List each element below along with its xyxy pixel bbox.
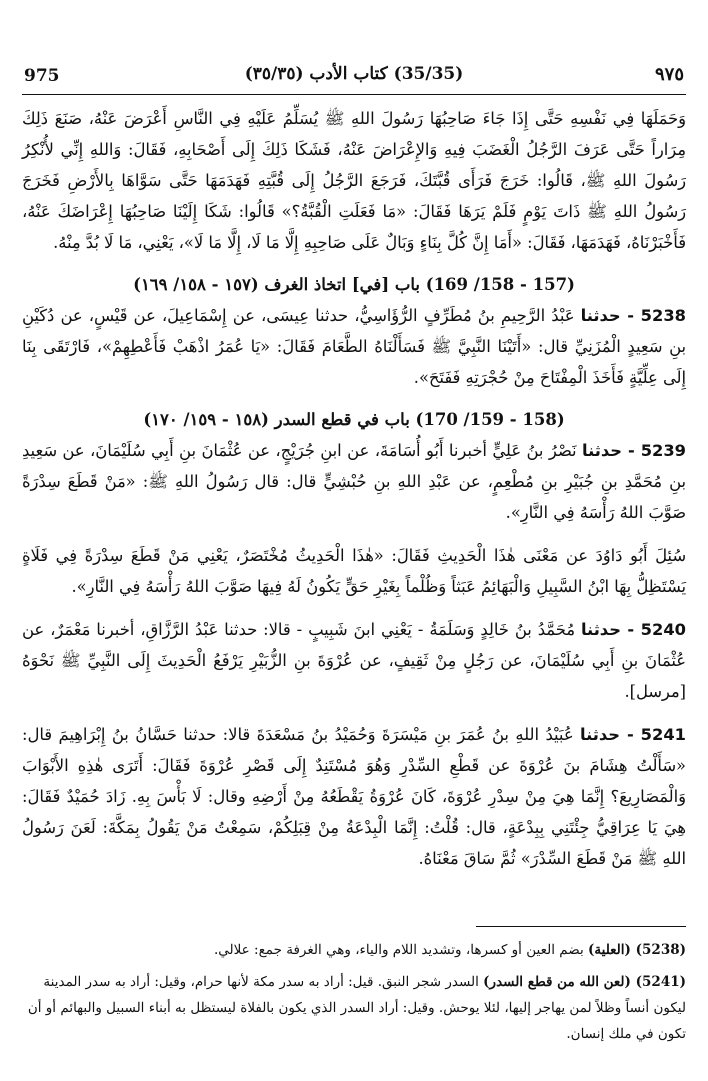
chapter-heading-lote-tree: (158 - 159/ 170) باب في قطع السدر (١٥٨ - ١٥٩/ ١٧٠) — [143, 410, 565, 429]
page-number-latin: 975 — [24, 66, 60, 86]
page-header — [22, 56, 686, 95]
footnotes — [22, 926, 686, 1053]
hadith-5240 — [22, 614, 686, 707]
hadith-5238 — [22, 300, 686, 393]
hadith-number: 5241 - حدثنا — [580, 725, 686, 744]
hadith-number: 5239 - حدثنا — [582, 441, 687, 460]
footnote-5238 — [22, 937, 686, 963]
page-number-arabic: ٩٧٥ — [654, 64, 684, 85]
footnote-label: (5238) (العلية) — [588, 942, 686, 958]
footnote-text: السدر شجر النبق. قيل: أراد به سدر مكة لأنها حرام، وقيل: أراد به سدر المدينة ليكون أنساً وظلاً لمن يهاجر إليها، لئلا يوحش. وقيل: أراد السدر الذي يكون بالفلاة ليستظل به أبناء السبيل والبهائم أو أن تكون في ملك إنسان. — [27, 974, 686, 1042]
running-title: (35/35) كتاب الأدب (٣٥/٣٥) — [244, 64, 464, 84]
footnote-divider — [476, 926, 686, 927]
footnote-label: (5241) (لعن الله من قطع السدر) — [483, 974, 686, 990]
hadith-5241 — [22, 719, 686, 874]
footnote-text: بضم العين أو كسرها، وتشديد اللام والياء، وهي الغرفة جمع: علالي. — [213, 942, 584, 958]
hadith-text: عُبَيْدُ اللهِ بنُ عُمَرَ بنِ مَيْسَرَةَ وَحُمَيْدُ بنُ مَسْعَدَةَ قالا: حدثنا حَسَّانُ بنُ إِبْرَاهِيمَ قال: «سَأَلْتُ هِشَامَ بنَ عُرْوَةَ عن قَطْعِ السِّدْرِ وَهُوَ مُسْتَنِدٌ إِلَى قَصْرِ عُرْوَةَ فَقَالَ: أَتَرَى هٰذِهِ الأَبْوَابَ وَالْمَصَارِيعَ؟ إِنَّمَا هِيَ مِنْ سِدْرِ عُرْوَةَ، كَانَ عُرْوَةُ يَقْطَعُهُ مِنْ أَرْضِهِ وقال: لَا بَأْسَ بِهِ. زَادَ حُمَيْدٌ فَقَالَ: هِيَ يَا عِرَاقِيُّ جِئْتَنِي بِبِدْعَةٍ، قال: قُلْتُ: إِنَّمَا الْبِدْعَةُ مِنْ قِبَلِكُمْ، سَمِعْتُ مَنْ يَقُولُ بِمَكَّةَ: لَعَنَ رَسُولُ اللهِ ﷺ مَنْ قَطَعَ السِّدْرَ» ثُمَّ سَاقَ مَعْنَاهُ. — [22, 725, 686, 868]
hadith-text: مُحَمَّدُ بنُ خَالِدٍ وَسَلَمَةُ - يَعْنِي ابنَ شَبِيبٍ - قالا: حدثنا عَبْدُ الرَّزَّاقِ، أخبرنا مَعْمَرٌ، عن عُثْمَانَ بنِ أَبِي سُلَيْمَانَ، عن رَجُلٍ مِنْ ثَقِيفٍ، عن عُرْوَةَ بنِ الزُّبَيْرِ يَرْفَعُ الْحَدِيثَ إِلَى النَّبِيِّ ﷺ نَحْوَهُ [مرسل]. — [22, 620, 686, 701]
abu-dawud-comment: سُئِلَ أَبُو دَاوُدَ عن مَعْنَى هٰذَا الْحَدِيثِ فَقَالَ: «هٰذَا الْحَدِيثُ مُخْتَصَرٌ، يَعْنِي مَنْ قَطَعَ سِدْرَةً فِي فَلَاةٍ يَسْتَظِلُّ بِهَا ابْنُ السَّبِيلِ وَالْبَهَائِمُ عَبَثاً وَظُلْماً بِغَيْرِ حَقٍّ يَكُونُ لَهُ فِيهَا صَوَّبَ اللهُ رَأْسَهُ فِي النَّارِ». — [22, 546, 686, 596]
main-text — [22, 103, 686, 874]
hadith-5239 — [22, 435, 686, 528]
chapter-heading-upper-rooms: (157 - 158/ 169) باب [في] اتخاذ الغرف (١٥٧ - ١٥٨/ ١٦٩) — [133, 275, 575, 294]
hadith-number: 5238 - حدثنا — [580, 306, 686, 325]
hadith-number: 5240 - حدثنا — [580, 620, 686, 639]
hadith-continuation: وَحَمَلَهَا فِي نَفْسِهِ حَتَّى إِذَا جَاءَ صَاحِبُهَا رَسُولَ اللهِ ﷺ يُسَلِّمُ عَلَيْهِ فِي النَّاسِ أَعْرَضَ عَنْهُ، صَنَعَ ذَلِكَ مِرَاراً حَتَّى عَرَفَ الرَّجُلُ الْغَضَبَ فِيهِ وَالإِعْرَاضَ عَنْهُ، فَشَكَا ذَلِكَ إِلَى أَصْحَابِهِ، فَقَالَ: وَاللهِ إِنِّي لأُنْكِرُ رَسُولَ اللهِ ﷺ، قَالُوا: خَرَجَ فَرَأَى قُبَّتَكَ، فَرَجَعَ الرَّجُلُ إِلَى قُبَّتِهِ فَهَدَمَهَا حَتَّى سَوَّاهَا بِالأَرْضِ فَخَرَجَ رَسُولُ اللهِ ﷺ ذَاتَ يَوْمٍ فَلَمْ يَرَهَا فَقَالَ: «مَا فَعَلَتِ الْقُبَّةُ؟» قَالُوا: شَكَا إِلَيْنَا صَاحِبُهَا إِعْرَاضَكَ عَنْهُ، فَأَخْبَرْنَاهُ، فَهَدَمَهَا، فَقَالَ: «أَمَا إِنَّ كُلَّ بِنَاءٍ وَبَالٌ عَلَى صَاحِبِهِ إِلَّا مَا لَا، إِلَّا مَا لَا»، يَعْنِي، مَا لَا بُدَّ مِنْهُ. — [22, 109, 686, 252]
page — [22, 56, 686, 1066]
hadith-text: عَبْدُ الرَّحِيمِ بنُ مُطَرِّفٍ الرُّؤَاسِيُّ، حدثنا عِيسَى، عن إِسْمَاعِيلَ، عن قَيْسٍ، عن دُكَيْنِ بنِ سَعِيدٍ الْمُزَنِيِّ قال: «أَتَيْنَا النَّبِيَّ ﷺ فَسَأَلْنَاهُ الطَّعَامَ فَقَالَ: «يَا عُمَرُ اذْهَبْ فَأَعْطِهِمْ»، فَارْتَقَى بِنَا إِلَى عِلِّيَّةٍ فَأَخَذَ الْمِفْتَاحَ مِنْ حُجْرَتِهِ فَفَتَحَ». — [22, 306, 686, 387]
footnote-5241 — [22, 969, 686, 1047]
hadith-text: نَصْرُ بنُ عَلِيٍّ أخبرنا أَبُو أُسَامَةَ، عن ابنِ جُرَيْجٍ، عن عُثْمَانَ بنِ أَبِي سُلَيْمَانَ، عن سَعِيدِ بنِ مُحَمَّدِ بنِ جُبَيْرِ بنِ مُطْعِمٍ، عن عَبْدِ اللهِ بنِ حُبْشِيٍّ قال: قال رَسُولُ اللهِ ﷺ: «مَنْ قَطَعَ سِدْرَةً صَوَّبَ اللهُ رَأْسَهُ فِي النَّارِ». — [22, 441, 686, 522]
